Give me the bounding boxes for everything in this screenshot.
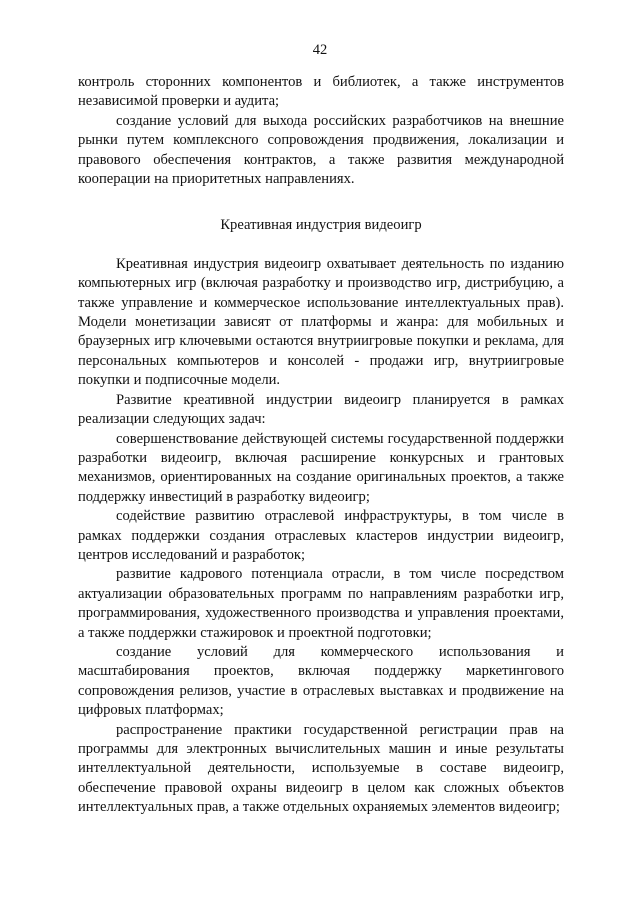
paragraph-foreign-markets: создание условий для выхода российских разработчиков на внешние рынки путем комплексного сопровождения продвижения, локализации и правового обеспечения контрактов, а также развития международной кооперации на приоритетных направлениях. xyxy=(78,112,564,188)
paragraph-tasks-intro: Развитие креативной индустрии видеоигр планируется в рамках реализации следующих задач: xyxy=(78,391,564,428)
list-item-commercialization: создание условий для коммерческого использования и масштабирования проектов, включая поддержку маркетингового сопровождения релизов, участие в отраслевых выставках и продвижение на цифровых платформах; xyxy=(78,643,564,719)
list-item-personnel: развитие кадрового потенциала отрасли, в том числе посредством актуализации образовательных программ по направлениям разработки игр, программирования, художественного производства и управления проектами, а также поддержки стажировок и проектной подготовки; xyxy=(78,566,564,641)
page-number: 42 xyxy=(312,42,328,58)
list-item-state-support: совершенствование действующей системы государственной поддержки разработки видеоигр, включая расширение конкурсных и грантовых механизмов, ориентированных на создание оригинальных проектов, а также поддержку инвестиций в разработку видеоигр; xyxy=(78,430,564,505)
document-body xyxy=(78,73,564,818)
list-item-ip-registration: распространение практики государственной регистрации прав на программы для электронных вычислительных машин и иные результаты интеллектуальной деятельности, используемые в составе видеоигр, обеспечение правовой охраны видеоигр в целом как сложных объектов интеллектуальных прав, а также отдельных охраняемых элементов видеоигр; xyxy=(78,721,564,816)
paragraph-industry-overview: Креативная индустрия видеоигр охватывает деятельность по изданию компьютерных игр (включая разработку и производство игр, дистрибуцию, а также управление и коммерческое использование интеллектуальных прав). Модели монетизации зависят от платформы и жанра: для мобильных и браузерных игр ключевыми остаются внутриигровые покупки и реклама, для персональных компьютеров и консолей - продажи игр, внутриигровые покупки и подписочные модели. xyxy=(78,255,564,389)
list-item-infrastructure: содействие развитию отраслевой инфраструктуры, в том числе в рамках поддержки создания отраслевых кластеров индустрии видеоигр, центров исследований и разработок; xyxy=(78,508,564,563)
section-heading: Креативная индустрия видеоигр xyxy=(220,217,422,234)
paragraph-continuation: контроль сторонних компонентов и библиотек, а также инструментов независимой проверки и аудита; xyxy=(78,74,564,110)
